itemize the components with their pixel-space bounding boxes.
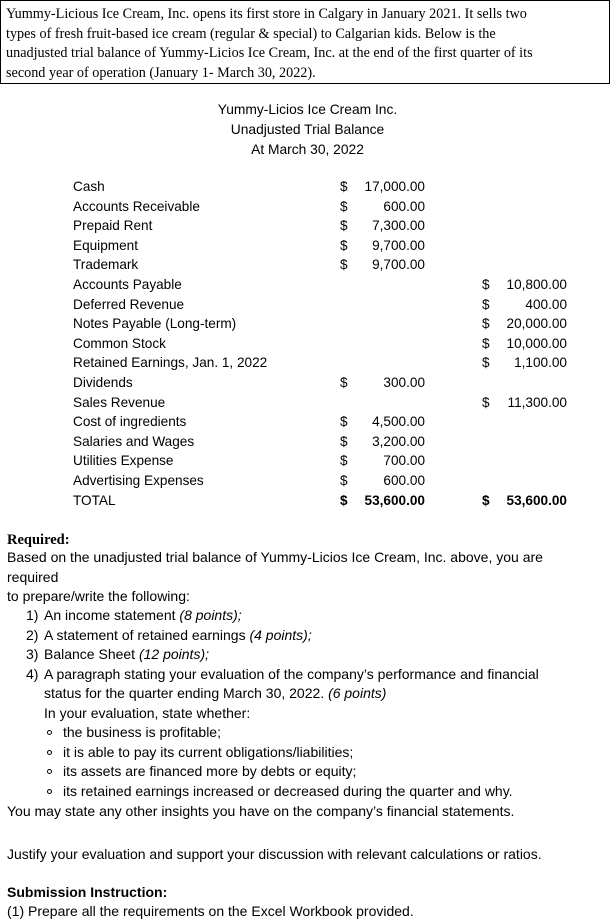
list-item-points: (12 points); xyxy=(138,646,210,662)
list-item xyxy=(44,606,242,626)
debit-value: 700.00 xyxy=(383,453,425,469)
trial-balance-row xyxy=(0,238,612,258)
list-item: A paragraph stating your evaluation of the company’s performance and financial xyxy=(44,666,539,682)
trial-balance-row xyxy=(0,316,612,336)
intro-paragraph xyxy=(6,5,606,83)
list-item-points: (4 points); xyxy=(249,627,312,643)
bullet-item: it is able to pay its current obligations/liabilities; xyxy=(63,744,354,760)
currency-symbol: $ xyxy=(340,257,348,273)
account-name: Cash xyxy=(73,179,105,194)
trial-balance-row xyxy=(0,473,612,493)
trial-balance-row xyxy=(0,218,612,238)
currency-symbol: $ xyxy=(340,218,348,234)
trial-balance-heading xyxy=(160,100,455,160)
account-name: TOTAL xyxy=(73,492,116,508)
debit-value: 9,700.00 xyxy=(372,257,425,273)
currency-symbol: $ xyxy=(340,433,348,449)
statement-date: At March 30, 2022 xyxy=(251,142,364,157)
list-item-text: An income statement xyxy=(44,607,180,623)
trial-balance-row xyxy=(0,355,612,375)
account-name: Accounts Payable xyxy=(73,277,182,292)
credit-value: 10,800.00 xyxy=(506,277,567,292)
debit-value: 4,500.00 xyxy=(372,414,425,430)
debit-value: 7,300.00 xyxy=(372,218,425,234)
debit-value: 600.00 xyxy=(383,473,425,488)
evaluation-intro: In your evaluation, state whether: xyxy=(44,705,251,721)
justify-line: Justify your evaluation and support your discussion with relevant calculations or ratios. xyxy=(7,846,542,862)
debit-value: 600.00 xyxy=(383,198,425,214)
currency-symbol: $ xyxy=(482,492,490,508)
list-item-text: status for the quarter ending March 30, 2022. xyxy=(44,685,329,701)
required-intro-line: to prepare/write the following: xyxy=(7,588,190,604)
trial-balance-row xyxy=(0,414,612,434)
insights-line: You may state any other insights you have on the company’s financial statements. xyxy=(7,803,515,819)
list-item-points: (8 points); xyxy=(179,607,242,623)
submission-item: (1) Prepare all the requirements on the Excel Workbook provided. xyxy=(7,903,414,919)
trial-balance-row xyxy=(0,375,612,395)
currency-symbol: $ xyxy=(340,198,348,214)
account-name: Prepaid Rent xyxy=(73,218,153,234)
intro-line: unadjusted trial balance of Yummy-Licios Ice Cream, Inc. at the end of the first quarter of its xyxy=(6,45,533,61)
debit-value: 53,600.00 xyxy=(364,492,425,508)
account-name: Equipment xyxy=(73,237,138,253)
currency-symbol: $ xyxy=(482,296,490,312)
account-name: Notes Payable (Long-term) xyxy=(73,316,237,332)
list-number: 4) xyxy=(26,666,39,682)
account-name: Cost of ingredients xyxy=(73,414,187,430)
currency-symbol: $ xyxy=(340,473,348,488)
currency-symbol: $ xyxy=(482,316,490,332)
trial-balance-row xyxy=(0,277,612,297)
intro-line: second year of operation (January 1- March 30, 2022). xyxy=(6,64,316,81)
currency-symbol: $ xyxy=(482,277,490,292)
trial-balance-row xyxy=(0,395,612,415)
account-name: Sales Revenue xyxy=(73,394,166,410)
currency-symbol: $ xyxy=(340,375,348,390)
list-number: 2) xyxy=(26,627,39,643)
statement-title: Unadjusted Trial Balance xyxy=(230,122,385,137)
account-name: Accounts Receivable xyxy=(73,198,200,214)
account-name: Advertising Expenses xyxy=(73,473,204,488)
trial-balance-row xyxy=(0,336,612,356)
required-intro-line: required xyxy=(7,569,59,585)
trial-balance-row xyxy=(0,453,612,473)
currency-symbol: $ xyxy=(340,492,348,508)
bullet-icon xyxy=(47,750,52,755)
credit-value: 1,100.00 xyxy=(514,355,567,371)
currency-symbol: $ xyxy=(340,179,348,194)
currency-symbol: $ xyxy=(340,453,348,469)
account-name: Common Stock xyxy=(73,335,166,351)
list-item-continued xyxy=(44,684,386,704)
trial-balance-row xyxy=(0,199,612,219)
bullet-icon xyxy=(47,789,52,794)
account-name: Utilities Expense xyxy=(73,453,174,469)
debit-value: 3,200.00 xyxy=(372,433,425,449)
bullet-item: its retained earnings increased or decreased during the quarter and why. xyxy=(63,783,513,799)
account-name: Trademark xyxy=(73,257,139,273)
account-name: Salaries and Wages xyxy=(73,433,195,449)
total-row xyxy=(0,493,612,513)
bullet-item: the business is profitable; xyxy=(63,724,221,740)
list-number: 3) xyxy=(26,646,39,662)
list-item-points: (6 points) xyxy=(328,685,387,701)
account-name: Dividends xyxy=(73,375,133,390)
bullet-icon xyxy=(47,730,52,735)
list-item-text: A statement of retained earnings xyxy=(44,627,250,643)
trial-balance-row xyxy=(0,297,612,317)
intro-line: Yummy-Licious Ice Cream, Inc. opens its first store in Calgary in January 2021. It sells two xyxy=(6,6,527,22)
credit-value: 11,300.00 xyxy=(507,394,567,410)
list-item-text: Balance Sheet xyxy=(44,646,139,662)
list-item xyxy=(44,645,209,665)
trial-balance-row xyxy=(0,257,612,277)
required-intro-line: Based on the unadjusted trial balance of Yummy-Licios Ice Cream, Inc. above, you are xyxy=(7,549,543,565)
list-number: 1) xyxy=(26,607,39,623)
account-name: Deferred Revenue xyxy=(73,296,185,312)
currency-symbol: $ xyxy=(340,237,348,253)
debit-value: 17,000.00 xyxy=(364,179,425,194)
bullet-item: its assets are financed more by debts or equity; xyxy=(63,763,357,779)
credit-value: 400.00 xyxy=(525,296,567,312)
currency-symbol: $ xyxy=(482,335,490,351)
required-title: Required: xyxy=(7,532,70,548)
intro-line: types of fresh fruit-based ice cream (regular & special) to Calgarian kids. Below is the xyxy=(6,25,496,42)
list-item xyxy=(44,626,312,646)
submission-title: Submission Instruction: xyxy=(7,884,168,900)
credit-value: 20,000.00 xyxy=(506,316,567,332)
account-name: Retained Earnings, Jan. 1, 2022 xyxy=(73,355,268,371)
bullet-icon xyxy=(47,769,52,774)
debit-value: 9,700.00 xyxy=(372,237,425,253)
currency-symbol: $ xyxy=(482,355,490,371)
company-name: Yummy-Licios Ice Cream Inc. xyxy=(217,102,398,117)
credit-value: 10,000.00 xyxy=(506,335,567,351)
credit-value: 53,600.00 xyxy=(506,492,567,508)
currency-symbol: $ xyxy=(340,414,348,430)
debit-value: 300.00 xyxy=(383,375,425,390)
trial-balance-row xyxy=(0,434,612,454)
currency-symbol: $ xyxy=(482,394,490,410)
trial-balance-row xyxy=(0,179,612,199)
